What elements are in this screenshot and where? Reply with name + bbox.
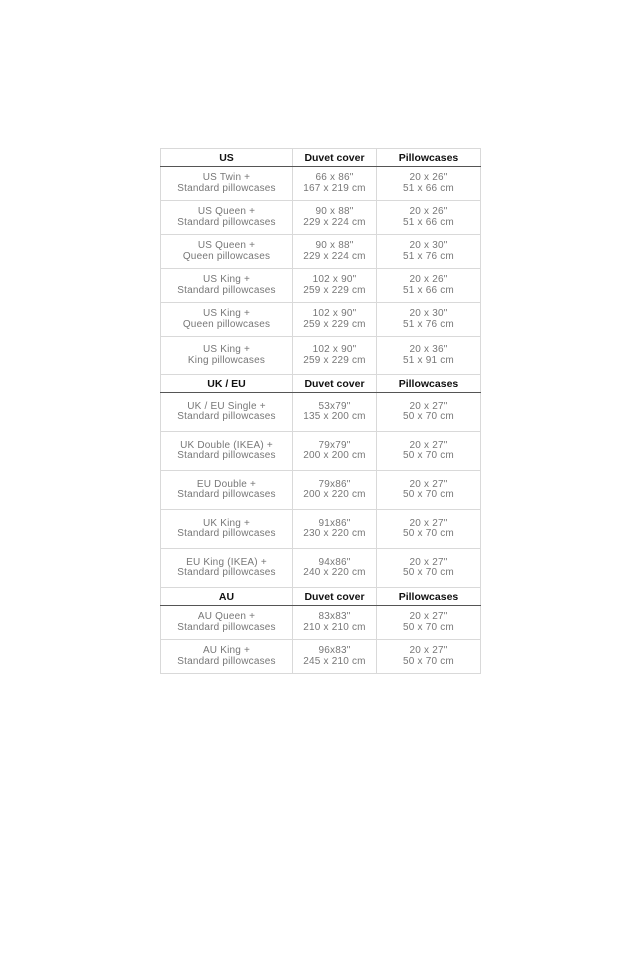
region-heading: US [161, 149, 293, 167]
section-header-au [161, 588, 481, 606]
pillow-size-cell: 20 x 27" 50 x 70 cm [377, 393, 481, 432]
table-row [161, 201, 481, 235]
table-row [161, 167, 481, 201]
duvet-size-cell: 96x83" 245 x 210 cm [293, 640, 377, 674]
table-row [161, 640, 481, 674]
duvet-size-cell: 79x79" 200 x 200 cm [293, 432, 377, 471]
duvet-heading: Duvet cover [293, 375, 377, 393]
set-name-cell: UK / EU Single + Standard pillowcases [161, 393, 293, 432]
pillow-heading: Pillowcases [377, 375, 481, 393]
set-name-cell: EU King (IKEA) + Standard pillowcases [161, 549, 293, 588]
pillow-size-cell: 20 x 26" 51 x 66 cm [377, 201, 481, 235]
duvet-size-cell: 53x79" 135 x 200 cm [293, 393, 377, 432]
table-row [161, 235, 481, 269]
pillow-heading: Pillowcases [377, 149, 481, 167]
region-heading: AU [161, 588, 293, 606]
table-row [161, 337, 481, 375]
region-heading: UK / EU [161, 375, 293, 393]
pillow-size-cell: 20 x 30" 51 x 76 cm [377, 235, 481, 269]
table-row [161, 510, 481, 549]
set-name-cell: AU Queen + Standard pillowcases [161, 606, 293, 640]
table-row [161, 393, 481, 432]
duvet-size-cell: 102 x 90" 259 x 229 cm [293, 337, 377, 375]
set-name-cell: US King + Standard pillowcases [161, 269, 293, 303]
pillow-size-cell: 20 x 26" 51 x 66 cm [377, 167, 481, 201]
table-row [161, 471, 481, 510]
duvet-size-cell: 102 x 90" 259 x 229 cm [293, 269, 377, 303]
set-name-cell: UK Double (IKEA) + Standard pillowcases [161, 432, 293, 471]
set-name-cell: UK King + Standard pillowcases [161, 510, 293, 549]
set-name-cell: US King + Queen pillowcases [161, 303, 293, 337]
pillow-heading: Pillowcases [377, 588, 481, 606]
set-name-cell: US King + King pillowcases [161, 337, 293, 375]
duvet-size-cell: 66 x 86" 167 x 219 cm [293, 167, 377, 201]
set-name-cell: AU King + Standard pillowcases [161, 640, 293, 674]
set-name-cell: US Queen + Standard pillowcases [161, 201, 293, 235]
table-row [161, 549, 481, 588]
pillow-size-cell: 20 x 27" 50 x 70 cm [377, 640, 481, 674]
pillow-size-cell: 20 x 30" 51 x 76 cm [377, 303, 481, 337]
section-header-us [161, 149, 481, 167]
set-name-cell: US Queen + Queen pillowcases [161, 235, 293, 269]
duvet-heading: Duvet cover [293, 149, 377, 167]
set-name-cell: US Twin + Standard pillowcases [161, 167, 293, 201]
duvet-size-cell: 91x86" 230 x 220 cm [293, 510, 377, 549]
set-name-cell: EU Double + Standard pillowcases [161, 471, 293, 510]
duvet-heading: Duvet cover [293, 588, 377, 606]
pillow-size-cell: 20 x 26" 51 x 66 cm [377, 269, 481, 303]
duvet-size-cell: 83x83" 210 x 210 cm [293, 606, 377, 640]
duvet-size-cell: 102 x 90" 259 x 229 cm [293, 303, 377, 337]
size-chart-table [160, 148, 481, 674]
duvet-size-cell: 79x86" 200 x 220 cm [293, 471, 377, 510]
pillow-size-cell: 20 x 27" 50 x 70 cm [377, 606, 481, 640]
pillow-size-cell: 20 x 27" 50 x 70 cm [377, 549, 481, 588]
pillow-size-cell: 20 x 27" 50 x 70 cm [377, 471, 481, 510]
table-row [161, 303, 481, 337]
pillow-size-cell: 20 x 27" 50 x 70 cm [377, 510, 481, 549]
duvet-size-cell: 94x86" 240 x 220 cm [293, 549, 377, 588]
duvet-size-cell: 90 x 88" 229 x 224 cm [293, 201, 377, 235]
table-row [161, 269, 481, 303]
table-row [161, 432, 481, 471]
pillow-size-cell: 20 x 36" 51 x 91 cm [377, 337, 481, 375]
table-row [161, 606, 481, 640]
pillow-size-cell: 20 x 27" 50 x 70 cm [377, 432, 481, 471]
duvet-size-cell: 90 x 88" 229 x 224 cm [293, 235, 377, 269]
section-header-uk-eu [161, 375, 481, 393]
